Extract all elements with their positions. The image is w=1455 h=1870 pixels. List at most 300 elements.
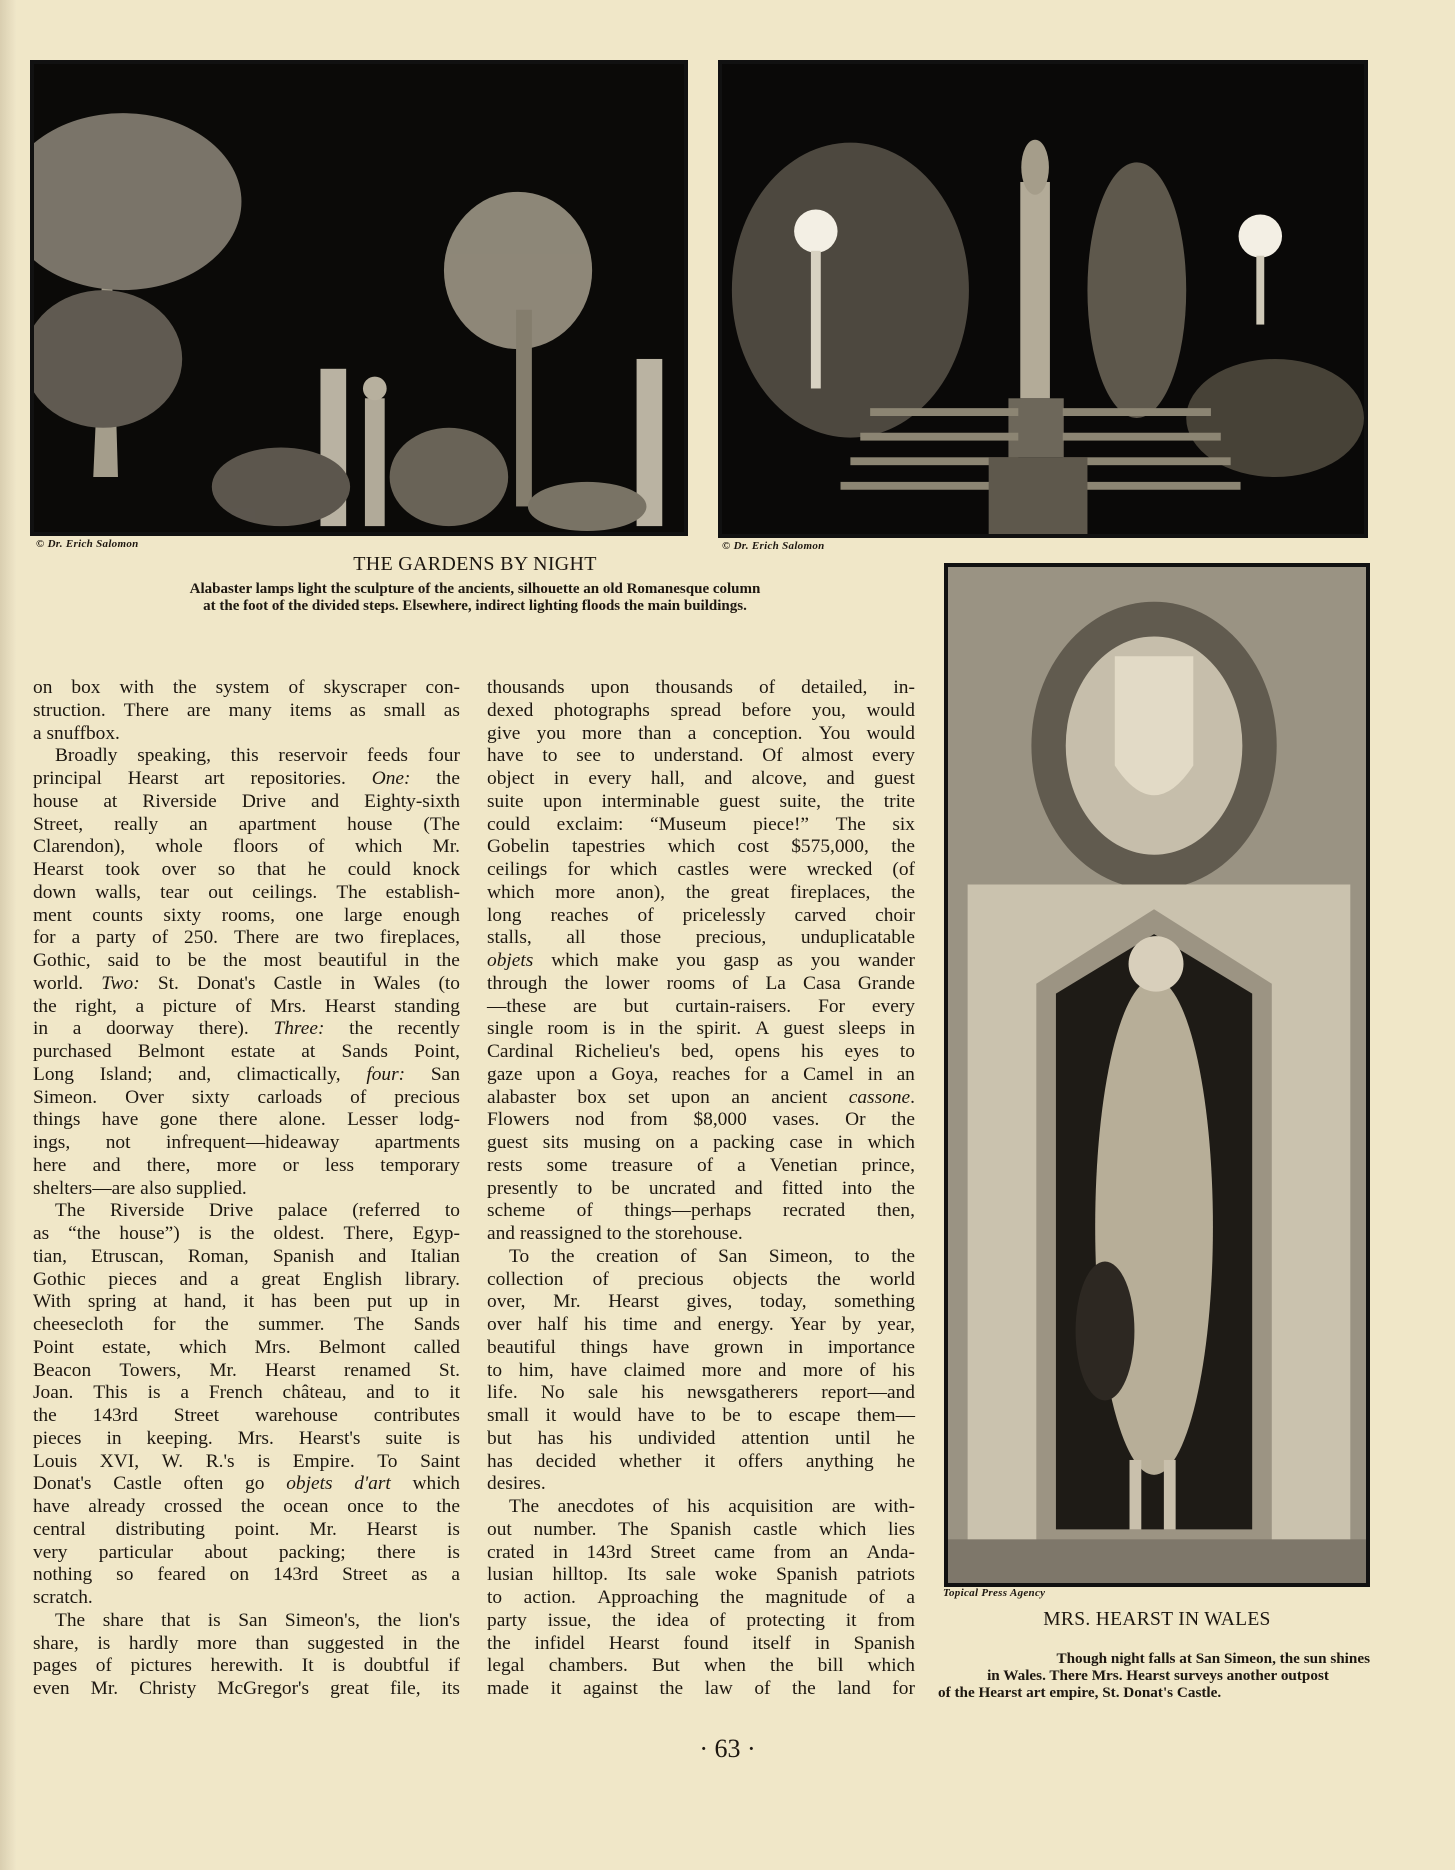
word: all <box>566 927 586 949</box>
text-line <box>33 1564 460 1587</box>
word: very <box>33 1541 68 1563</box>
word: more <box>802 1359 843 1381</box>
word: report—and <box>821 1382 915 1404</box>
word: his <box>589 1427 613 1449</box>
word: There, <box>343 1223 394 1244</box>
word: there <box>376 1541 416 1563</box>
word: that <box>256 859 286 880</box>
word: central <box>33 1518 86 1540</box>
word: once <box>347 1496 384 1517</box>
word: doorway <box>106 1018 174 1040</box>
word: as <box>776 950 793 971</box>
word: sale <box>587 1382 619 1404</box>
word: which <box>354 836 403 858</box>
word: every <box>871 745 915 767</box>
word: be <box>187 950 207 971</box>
word: to <box>619 745 635 767</box>
word: St. <box>157 972 179 994</box>
text-line <box>487 1382 915 1405</box>
word: “the <box>68 1223 101 1244</box>
word: the <box>891 1177 915 1199</box>
word: been <box>313 1291 351 1313</box>
word: house”) <box>119 1223 180 1244</box>
word: for <box>744 1063 767 1085</box>
word: precious <box>637 1268 704 1290</box>
text-line <box>33 1041 460 1064</box>
word: one <box>295 904 324 926</box>
word: law <box>704 1678 733 1699</box>
text-line <box>487 1451 915 1474</box>
word: of <box>652 1496 669 1517</box>
text-line <box>487 859 915 882</box>
word: precious <box>394 1086 460 1108</box>
word: Joan. <box>33 1382 74 1404</box>
text-line <box>487 1542 915 1565</box>
word: spring <box>87 1291 137 1313</box>
text-line <box>487 1018 915 1041</box>
text-line <box>487 1041 915 1064</box>
word: Hearst <box>265 1359 316 1381</box>
word: four: <box>366 1063 406 1085</box>
word: and <box>826 768 855 789</box>
word: it <box>545 1405 557 1426</box>
gardens-caption-line: at the foot of the divided steps. Elsewhere, indirect lighting floods the main buildings. <box>203 598 747 614</box>
text-line <box>487 882 915 905</box>
word: Point, <box>414 1041 460 1062</box>
word: more <box>701 1359 742 1381</box>
text-line <box>33 1109 460 1132</box>
wales-caption-title: MRS. HEARST IN WALES <box>1043 1609 1271 1630</box>
word: upon <box>543 790 582 812</box>
photo-credit-wales: Topical Press Agency <box>943 1587 1046 1599</box>
word: some <box>546 1154 588 1176</box>
word: is <box>97 1632 111 1654</box>
word: $8,000 <box>693 1109 747 1131</box>
word: the <box>205 1314 229 1335</box>
word: R.'s <box>205 1450 235 1472</box>
word: and <box>311 790 340 812</box>
word: of <box>288 677 305 698</box>
word: Mr. <box>309 1518 337 1540</box>
text-line <box>33 1064 460 1087</box>
word: is <box>447 1518 460 1540</box>
text-line <box>33 859 460 882</box>
word: photographs <box>553 699 650 721</box>
word: struction. <box>33 699 106 721</box>
word: For <box>818 995 845 1017</box>
word: ceilings. <box>252 881 318 903</box>
word: apartment <box>238 813 317 835</box>
word: creation <box>596 1245 659 1267</box>
word: Riverside <box>142 790 217 812</box>
word: every <box>588 768 632 789</box>
word: Christy <box>139 1678 197 1699</box>
word: the <box>891 836 915 858</box>
word: Empire. <box>292 1450 355 1472</box>
text-line <box>33 1200 460 1223</box>
word: Belmont <box>137 1041 205 1062</box>
word: feared <box>157 1564 206 1586</box>
word: Point <box>33 1336 74 1358</box>
word: 143rd <box>92 1405 138 1426</box>
word: lusian <box>487 1564 534 1586</box>
word: is <box>207 1609 221 1631</box>
word: most <box>263 950 302 971</box>
text-line <box>487 700 915 723</box>
word: to <box>402 1496 418 1517</box>
word: the <box>230 1223 255 1244</box>
word: so <box>217 859 236 880</box>
word: anything <box>805 1450 874 1472</box>
word: in <box>629 1018 645 1040</box>
word: cheesecloth <box>33 1314 124 1335</box>
word: Belmont <box>318 1336 386 1358</box>
word: to <box>542 745 558 767</box>
word: over <box>487 1314 522 1335</box>
word: items <box>289 699 332 721</box>
word: issue, <box>547 1609 592 1631</box>
word: his <box>584 1314 607 1335</box>
word: you <box>676 950 706 971</box>
word: an <box>829 1541 848 1563</box>
word: But <box>651 1655 680 1677</box>
word: a <box>689 1132 699 1153</box>
word: almost <box>801 745 854 767</box>
word: that <box>161 1609 191 1631</box>
word: and <box>758 1359 787 1381</box>
word: out <box>487 1518 512 1540</box>
word: rooms, <box>221 904 275 926</box>
word: purchased <box>33 1041 112 1062</box>
word: San <box>430 1063 460 1085</box>
word: Saint <box>420 1450 460 1472</box>
word: with <box>119 677 154 698</box>
word: Gothic <box>33 1268 86 1290</box>
word: the <box>769 1655 794 1677</box>
word: could <box>487 813 531 835</box>
text-line <box>33 1678 460 1701</box>
word: treasure <box>611 1154 673 1176</box>
text-line <box>33 1155 460 1178</box>
word: lies <box>888 1518 915 1540</box>
word: chambers. <box>548 1655 628 1677</box>
text-line <box>33 1382 460 1405</box>
word: case <box>789 1132 823 1153</box>
word: grown <box>713 1336 764 1358</box>
word: of <box>868 1587 885 1608</box>
word: have <box>33 1496 70 1517</box>
photo-credit-gardens-right: © Dr. Erich Salomon <box>722 540 825 552</box>
word: file, <box>389 1678 421 1699</box>
word: hardly <box>128 1632 179 1654</box>
word: reservoir <box>278 745 348 767</box>
word: Anda- <box>866 1541 915 1563</box>
word: at <box>153 1291 168 1313</box>
word: Drive <box>209 1200 254 1222</box>
word: of <box>696 1154 714 1176</box>
word: and <box>358 1245 387 1267</box>
word: and <box>734 1177 763 1199</box>
word: alabaster <box>487 1086 556 1108</box>
word: share, <box>33 1632 79 1654</box>
word: to <box>487 1359 503 1381</box>
word: than <box>255 1632 289 1654</box>
word: Lesser <box>347 1109 398 1131</box>
word: itself <box>752 1632 791 1654</box>
text-line <box>33 1337 460 1360</box>
word: There <box>123 699 169 721</box>
word: Etruscan, <box>91 1245 164 1267</box>
word: magnitude <box>765 1587 848 1608</box>
word: ancient <box>771 1086 828 1108</box>
word: escape <box>788 1405 841 1426</box>
word: presently <box>487 1177 559 1199</box>
text-line <box>487 836 915 859</box>
word: spirit. <box>696 1018 742 1040</box>
text-line <box>33 1132 460 1155</box>
word: vases. <box>772 1109 820 1131</box>
word: woke <box>715 1564 758 1586</box>
word: house <box>33 790 79 812</box>
word: then, <box>876 1200 915 1222</box>
word: the <box>377 1609 402 1631</box>
word: Spanish <box>272 1245 335 1267</box>
word: in <box>33 1018 49 1040</box>
text-line <box>33 927 460 950</box>
word: feeds <box>367 745 408 767</box>
word: castle <box>753 1518 798 1540</box>
word: The <box>835 813 866 835</box>
word: by <box>841 1314 862 1335</box>
word: see <box>576 745 601 767</box>
word: the <box>792 1678 816 1699</box>
line-text: desires. <box>487 1473 546 1495</box>
word: infrequent—hideaway <box>166 1132 340 1153</box>
word: in <box>837 1132 853 1153</box>
word: decided <box>535 1450 597 1472</box>
text-line <box>487 1314 915 1337</box>
word: The <box>509 1496 540 1517</box>
word: energy. <box>717 1314 774 1335</box>
word: already <box>88 1496 146 1517</box>
word: ment <box>33 904 72 926</box>
page-number: · 63 · <box>699 1734 756 1763</box>
line-text: and reassigned to the storehouse. <box>487 1223 743 1244</box>
word: oldest. <box>273 1223 325 1244</box>
word: this <box>230 745 259 767</box>
word: the <box>685 881 710 903</box>
text-line <box>487 1064 915 1087</box>
word: temporary <box>380 1154 460 1176</box>
word: there <box>218 1109 258 1131</box>
text-line <box>33 1451 460 1474</box>
photo-mrs-hearst-wales <box>944 563 1370 1587</box>
text-line <box>33 1587 460 1610</box>
word: Mr. <box>432 836 460 858</box>
word: Grande <box>857 972 915 994</box>
word: more <box>581 722 622 744</box>
gardens-caption-text <box>30 581 920 615</box>
text-line <box>33 1246 460 1269</box>
word: anon), <box>616 881 666 903</box>
text-line <box>33 1178 460 1201</box>
word: Hearst <box>33 859 84 880</box>
word: exclaim: <box>556 813 624 835</box>
word: which <box>179 1336 227 1358</box>
text-line <box>487 1087 915 1110</box>
word: share <box>102 1609 144 1631</box>
word: (referred <box>352 1200 421 1222</box>
word: the <box>891 881 915 903</box>
word: thousands <box>655 677 733 698</box>
paragraph <box>487 1496 915 1701</box>
word: a <box>72 1018 82 1040</box>
word: more <box>216 1154 257 1176</box>
word: small <box>487 1405 530 1426</box>
word: an <box>189 813 208 835</box>
word: his <box>687 1496 710 1517</box>
word: you <box>536 722 566 744</box>
word: Venetian <box>769 1154 838 1176</box>
word: as <box>411 1564 428 1586</box>
text-line <box>487 1269 915 1292</box>
word: It <box>301 1655 314 1677</box>
word: Drive <box>241 790 286 812</box>
word: in <box>340 972 356 994</box>
word: were <box>749 859 787 880</box>
word: more <box>555 881 596 903</box>
word: has <box>537 1427 564 1449</box>
text-line <box>487 996 915 1019</box>
word: acquisition <box>728 1496 814 1517</box>
word: of <box>350 1086 367 1108</box>
word: picture <box>162 995 217 1017</box>
word: cassone. <box>848 1086 915 1108</box>
word: right, <box>75 995 117 1017</box>
word: Gothic, <box>33 950 91 971</box>
word: Simeon's, <box>284 1609 360 1631</box>
word: fireplaces, <box>379 927 460 949</box>
word: house <box>347 813 393 835</box>
word: establish- <box>385 881 460 903</box>
word: Its <box>627 1564 647 1586</box>
word: guest <box>783 1018 825 1040</box>
word: floors <box>232 836 279 858</box>
word: uncrated <box>648 1177 716 1199</box>
word: musing <box>583 1132 641 1153</box>
word: his <box>800 1041 824 1062</box>
text-line <box>33 1087 460 1110</box>
word: less <box>325 1154 355 1176</box>
word: packing; <box>278 1541 346 1563</box>
word: he <box>896 1427 915 1449</box>
word: $575,000, <box>791 836 869 858</box>
word: stalls, <box>487 927 532 949</box>
text-line <box>33 745 460 768</box>
word: has <box>270 1291 297 1313</box>
word: the <box>658 1018 683 1040</box>
word: Street <box>650 1541 696 1563</box>
word: the <box>33 995 57 1017</box>
word: newsgatherers <box>687 1382 799 1404</box>
word: recently <box>397 1018 460 1040</box>
word: Beacon <box>33 1359 92 1381</box>
word: La <box>765 972 786 994</box>
word: Hearst <box>127 768 179 789</box>
wales-caption-line: of the Hearst art empire, St. Donat's Castle. <box>938 1684 1222 1701</box>
word: alcove, <box>751 768 808 789</box>
word: climactically, <box>236 1063 341 1085</box>
word: a <box>906 1587 915 1608</box>
word: have <box>570 1359 608 1381</box>
word: wander <box>857 950 915 971</box>
word: of <box>859 1359 876 1381</box>
text-line <box>33 973 460 996</box>
word: in <box>444 1291 460 1313</box>
word: enough <box>402 904 460 926</box>
word: of <box>754 1678 771 1699</box>
word: the <box>840 790 865 812</box>
word: upon <box>590 677 630 698</box>
word: Mr. <box>553 1291 581 1313</box>
text-line <box>33 1633 460 1656</box>
word: Casa <box>803 972 841 994</box>
word: packing <box>713 1132 775 1153</box>
paragraph <box>487 677 915 1246</box>
word: curtain-raisers. <box>675 995 792 1017</box>
word: nod <box>575 1109 605 1131</box>
word: reaches <box>550 904 609 926</box>
word: patriots <box>856 1564 915 1586</box>
word: Spanish <box>853 1632 915 1654</box>
text-line <box>487 1428 915 1451</box>
word: which <box>551 950 599 971</box>
word: sixty <box>191 1086 230 1108</box>
article-column-1 <box>33 677 460 1701</box>
word: unduplicatable <box>800 927 915 949</box>
word: as <box>443 699 460 721</box>
text-line <box>487 1291 915 1314</box>
word: not <box>105 1132 131 1153</box>
word: for <box>33 927 56 949</box>
text-line <box>487 1633 915 1656</box>
word: the <box>436 768 460 789</box>
word: estate <box>230 1041 276 1062</box>
word: precious, <box>695 927 767 949</box>
word: out <box>208 881 233 903</box>
word: it <box>550 1678 562 1699</box>
word: attention <box>741 1427 810 1449</box>
word: Towers, <box>119 1359 182 1381</box>
word: go <box>245 1473 265 1495</box>
word: half <box>537 1314 568 1335</box>
word: bill <box>817 1655 844 1677</box>
word: Simeon, <box>768 1245 833 1267</box>
text-line <box>487 973 915 996</box>
word: which <box>667 836 716 858</box>
text-line <box>33 1428 460 1451</box>
word: crated <box>487 1541 535 1563</box>
word: A <box>755 1018 770 1040</box>
word: which <box>412 1473 460 1495</box>
word: and <box>366 1382 395 1404</box>
word: hand, <box>183 1291 227 1313</box>
word: Donat's <box>196 972 256 994</box>
text-line <box>487 1564 915 1587</box>
word: of <box>680 1245 697 1267</box>
word: gasp <box>723 950 759 971</box>
word: bed, <box>680 1041 714 1062</box>
